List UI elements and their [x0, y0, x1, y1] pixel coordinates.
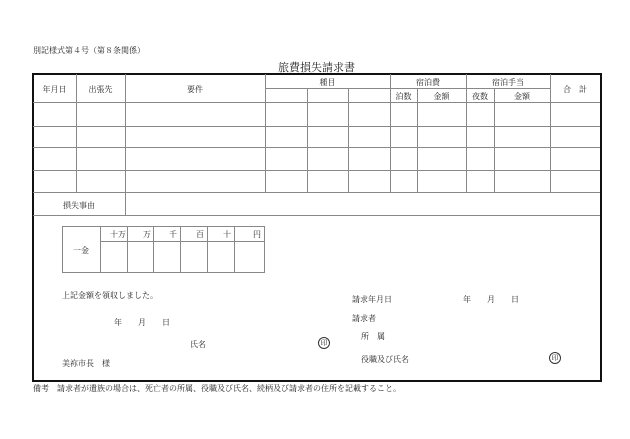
- unit-label: 千: [169, 230, 177, 239]
- loss-reason-label: 損失事由: [63, 201, 95, 210]
- request-date: 年 月 日: [463, 295, 519, 304]
- unit-label: 十: [223, 230, 231, 239]
- amount-label: 一金: [73, 246, 89, 255]
- receipt-text: 上記金額を領収しました。: [62, 291, 158, 300]
- divider: [33, 215, 600, 216]
- affiliation-label: 所 属: [361, 332, 385, 341]
- header-lodging: 宿泊費: [416, 78, 440, 87]
- header-amount2: 金額: [514, 92, 530, 101]
- header-category: 種目: [319, 78, 336, 87]
- seal-icon: 印: [549, 352, 561, 364]
- unit-label: 万: [143, 230, 151, 239]
- unit-label: 十万: [110, 230, 126, 239]
- divider: [265, 74, 266, 192]
- requester-label: 請求者: [352, 314, 376, 323]
- header-nights: 泊数: [395, 92, 412, 101]
- header-night-count: 夜数: [472, 92, 488, 101]
- unit-label: 百: [196, 230, 204, 239]
- title-name-label: 役職及び氏名: [361, 355, 409, 364]
- request-date-label: 請求年月日: [352, 295, 392, 304]
- header-total: 合 計: [563, 85, 587, 94]
- divider: [33, 102, 600, 103]
- divider: [33, 126, 600, 127]
- divider: [417, 88, 418, 192]
- header-destination: 出張先: [88, 85, 113, 94]
- form-number: 別記様式第４号（第８条関係）: [33, 46, 145, 55]
- header-amount: 金額: [433, 92, 450, 101]
- divider: [307, 88, 308, 192]
- header-date: 年月日: [42, 85, 67, 94]
- divider: [33, 147, 600, 148]
- unit-label: 円: [253, 230, 261, 239]
- divider: [494, 88, 495, 192]
- note: 備考 請求者が遺族の場合は、死亡者の所属、役職及び氏名、続柄及び請求者の住所を記載すること。: [33, 384, 401, 393]
- divider: [33, 192, 600, 193]
- divider: [100, 241, 264, 242]
- divider: [33, 170, 600, 171]
- addressee: 美祢市長 様: [62, 359, 110, 368]
- seal-icon: 印: [318, 337, 330, 349]
- receipt-name-label: 氏名: [190, 340, 206, 349]
- divider: [125, 74, 126, 215]
- divider: [348, 88, 349, 192]
- receipt-date: 年 月 日: [114, 318, 170, 327]
- header-lodging-allowance: 宿泊手当: [492, 78, 524, 87]
- page-title: 旅費損失請求書: [278, 61, 355, 74]
- header-purpose: 要件: [187, 85, 203, 94]
